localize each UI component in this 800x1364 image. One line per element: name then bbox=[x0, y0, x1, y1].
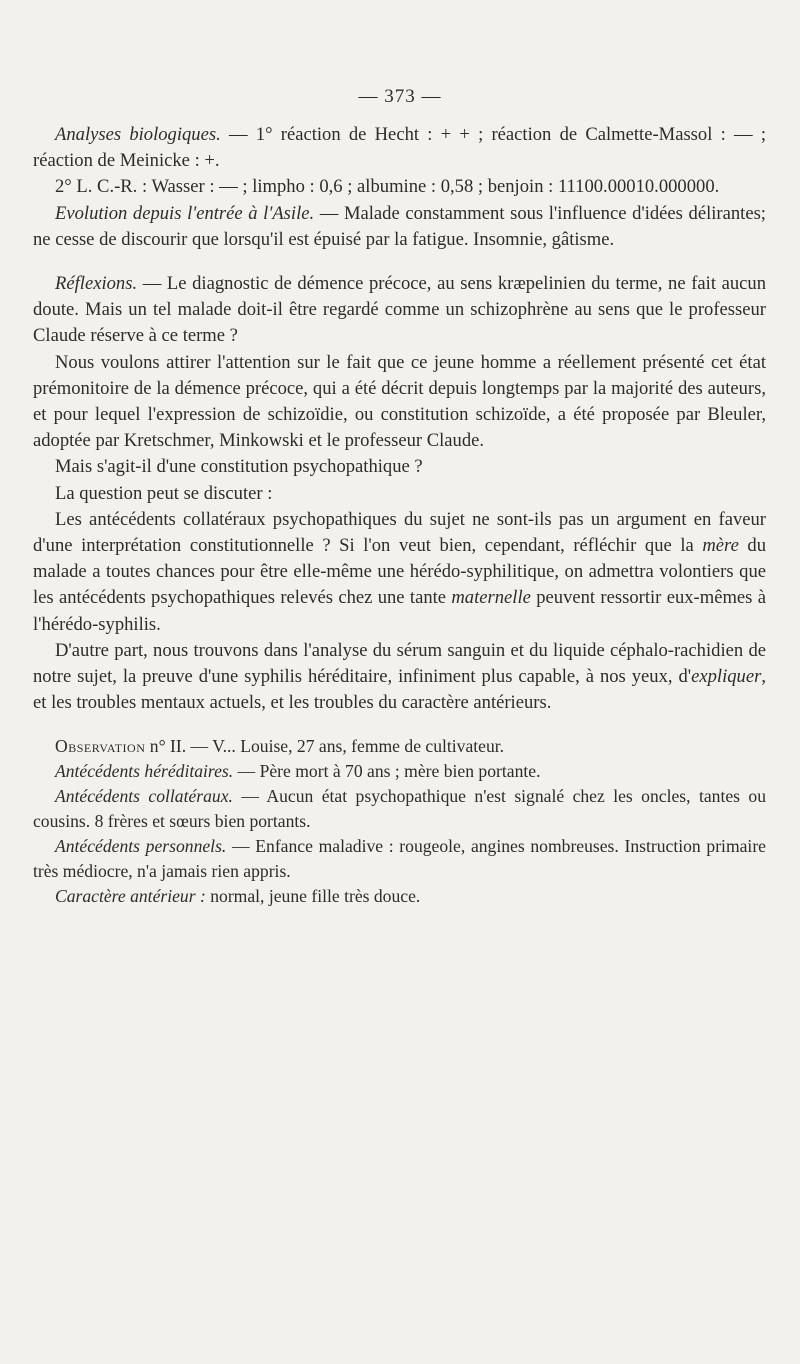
paragraph bbox=[33, 884, 766, 909]
paragraph-text: — Père mort à 70 ans ; mère bien portante. bbox=[233, 761, 541, 782]
lcr-paragraph bbox=[33, 174, 766, 200]
paragraph bbox=[33, 784, 766, 834]
paragraph-text: , et les troubles mentaux actuels, et les troubles du caractère antérieurs. bbox=[33, 666, 766, 714]
page-body bbox=[33, 122, 766, 909]
paragraph bbox=[33, 834, 766, 884]
paragraph-text: du malade a toutes chances pour être elle-même une hérédo-syphilitique, on admettra volontiers que les antécédents psychopathiques relevés chez une tante bbox=[33, 535, 767, 609]
paragraph-text: Les antécédents collatéraux psychopathiques du sujet ne sont-ils pas un argument en faveur d'une interprétation constitutionnelle ? Si l'on veut bien, cependant, réfléchir que la bbox=[33, 508, 766, 557]
paragraph bbox=[33, 481, 766, 507]
paragraph bbox=[33, 507, 766, 638]
paragraph-text: normal, jeune fille très douce. bbox=[205, 886, 421, 907]
observation-heading bbox=[33, 734, 766, 759]
section-label: Analyses biologiques. bbox=[55, 124, 221, 145]
reflexions-paragraph bbox=[33, 271, 766, 350]
paragraph-text: Nous voulons attirer l'attention sur le fait que ce jeune homme a réellement présenté cet état prémonitoire de la démence précoce, qui a été décrit depuis longtemps par la majorité des auteurs, et pour lequel l'expression de schizoïdie, ou constitution schizoïde, a été proposée par Bleuler, adoptée par Kretschmer, Minkowski et le professeur Claude. bbox=[33, 351, 766, 452]
paragraph-text: peuvent ressortir eux-mêmes à l'hérédo-syphilis. bbox=[33, 587, 766, 635]
paragraph-text: — 1° réaction de Hecht : + + ; réaction de Calmette-Massol : — ; réaction de Meinicke : +. bbox=[33, 124, 766, 172]
section-label: Antécédents personnels. bbox=[55, 836, 227, 857]
paragraph-text: D'autre part, nous trouvons dans l'analyse du sérum sanguin et du liquide céphalo-rachidien de notre sujet, la preuve d'une syphilis héréditaire, infiniment plus capable, à nos yeux, d' bbox=[33, 639, 766, 688]
emphasis: mère bbox=[702, 535, 739, 557]
paragraph-text: — Le diagnostic de démence précoce, au sens kræpelinien du terme, ne fait aucun doute. Mais un tel malade doit-il être regardé comme un schizophrène au sens que le professeur Claude réserve à ce terme ? bbox=[33, 273, 766, 347]
paragraph bbox=[33, 350, 766, 455]
paragraph bbox=[33, 759, 766, 784]
paragraph-text: La question peut se discuter : bbox=[55, 482, 273, 504]
paragraph-text: Mais s'agit-il d'une constitution psychopathique ? bbox=[55, 456, 423, 478]
paragraph bbox=[33, 638, 766, 717]
paragraph-text: 2° L. C.-R. : Wasser : — ; limpho : 0,6 ; albumine : 0,58 ; benjoin : 11100.00010.000000. bbox=[55, 176, 720, 198]
paragraph bbox=[33, 454, 766, 480]
paragraph-text: n° II. — V... Louise, 27 ans, femme de cultivateur. bbox=[145, 736, 505, 757]
analyses-paragraph bbox=[33, 122, 766, 174]
section-label: Antécédents collatéraux. bbox=[55, 786, 233, 807]
observation-label: Observation bbox=[55, 736, 146, 757]
section-label: Caractère antérieur : bbox=[55, 886, 206, 907]
paragraph-text: — Malade constamment sous l'influence d'idées délirantes; ne cesse de discourir que lorsqu'il est épuisé par la fatigue. Insomnie, gâtisme. bbox=[33, 202, 766, 250]
evolution-paragraph bbox=[33, 201, 766, 253]
paragraph-text: — Enfance maladive : rougeole, angines nombreuses. Instruction primaire très médiocre, n'a jamais rien appris. bbox=[33, 836, 766, 882]
section-label: Réflexions. bbox=[55, 273, 138, 295]
emphasis: maternelle bbox=[451, 587, 531, 609]
emphasis: expliquer bbox=[691, 666, 762, 688]
page-number: — 373 — bbox=[358, 86, 442, 107]
section-label: Antécédents héréditaires. bbox=[55, 761, 234, 782]
paragraph-text: — Aucun état psychopathique n'est signalé chez les oncles, tantes ou cousins. 8 frères et sœurs bien portants. bbox=[33, 786, 767, 832]
observation-section bbox=[33, 734, 766, 909]
section-label: Evolution depuis l'entrée à l'Asile. bbox=[55, 202, 315, 224]
